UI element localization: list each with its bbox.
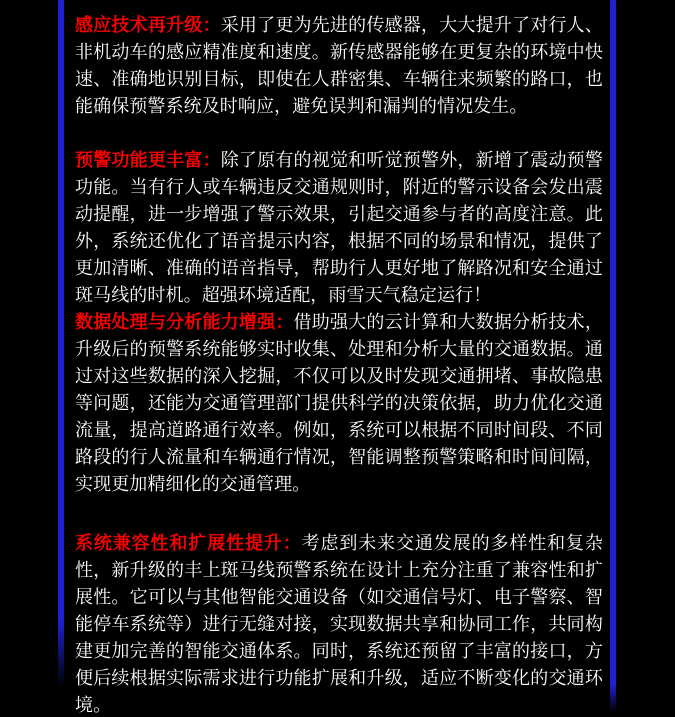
section-heading: 数据处理与分析能力增强： — [75, 312, 294, 332]
left-blue-rail — [58, 0, 64, 688]
section-text: 借助强大的云计算和大数据分析技术，升级后的预警系统能够实时收集、处理和分析大量的交通数据。通过对这些数据的深入挖掘，不仅可以及时发现交通拥堵、事故隐患等问题，还能为交通管理部门提供科学的决策依据，助力优化交通流量，提高道路通行效率。例如，系统可以根据不同时间段、不同路段的行人流量和车辆通行情况，智能调整预警策略和时间间隔，实现更加精细化的交通管理。 — [75, 312, 603, 494]
right-blue-rail — [610, 0, 616, 712]
section-warning-features — [75, 147, 603, 309]
section-data-analysis — [75, 309, 603, 498]
section-text: 采用了更为先进的传感器，大大提升了对行人、非机动车的感应精准度和速度。新传感器能够在更复杂的环境中快速、准确地识别目标，即使在人群密集、车辆往来频繁的路口，也能确保预警系统及时响应，避免误判和漏判的情况发生。 — [75, 15, 603, 116]
section-heading: 系统兼容性和扩展性提升： — [75, 533, 302, 553]
section-heading: 预警功能更丰富： — [75, 150, 221, 170]
section-compatibility — [75, 530, 603, 717]
section-text: 除了原有的视觉和听觉预警外，新增了震动预警功能。当有行人或车辆违反交通规则时，附近的警示设备会发出震动提醒，进一步增强了警示效果，引起交通参与者的高度注意。此外，系统还优化了语音提示内容，根据不同的场景和情况，提供了更加清晰、准确的语音指导，帮助行人更好地了解路况和安全通过斑马线的时机。超强环境适配，雨雪天气稳定运行！ — [75, 150, 603, 305]
section-heading: 感应技术再升级： — [75, 15, 221, 35]
article-body — [75, 12, 603, 717]
section-sensing-upgrade — [75, 12, 603, 120]
section-text: 考虑到未来交通发展的多样性和复杂性，新升级的丰上斑马线预警系统在设计上充分注重了兼容性和扩展性。它可以与其他智能交通设备（如交通信号灯、电子警察、智能停车系统等）进行无缝对接，实现数据共享和协同工作，共同构建更加完善的智能交通体系。同时，系统还预留了丰富的接口，方便后续根据实际需求进行功能扩展和升级，适应不断变化的交通环境。 — [75, 533, 603, 715]
